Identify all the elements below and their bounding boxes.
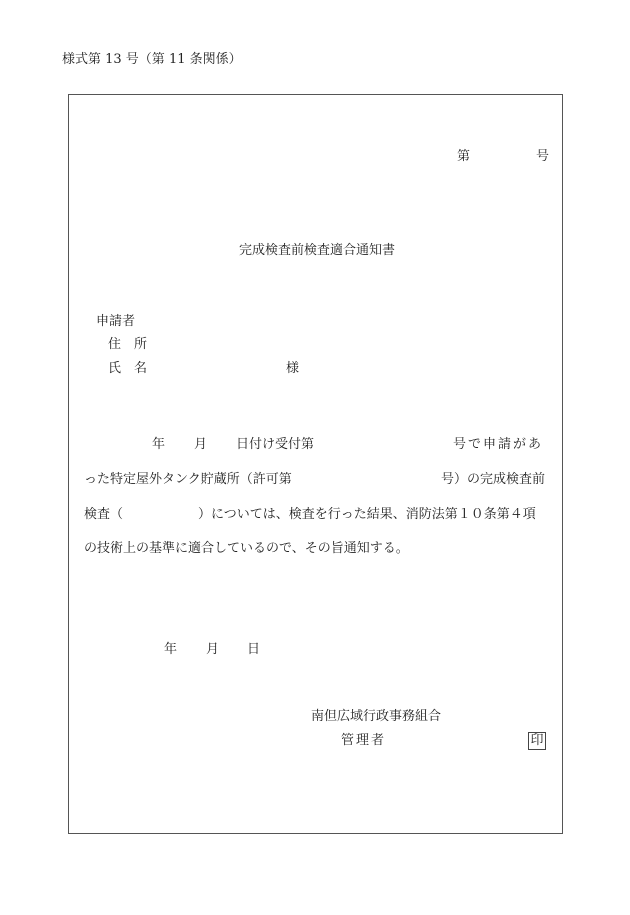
seal-mark: 印 [528, 732, 546, 750]
body-line1-year: 年 [152, 437, 166, 452]
document-title: 完成検査前検査適合通知書 [239, 243, 396, 258]
body-line1-tail: 号で申請があ [453, 437, 544, 452]
body-line1-month: 月 [194, 437, 208, 452]
date-year: 年 [164, 642, 178, 657]
applicant-heading: 申請者 [96, 314, 136, 329]
body-line4: の技術上の基準に適合しているので、その旨通知する。 [84, 541, 409, 556]
address-label: 住 所 [108, 337, 148, 352]
form-id: 様式第 13 号（第 11 条関係） [62, 52, 242, 67]
issuer-organization: 南但広域行政事務組合 [311, 709, 442, 724]
body-line2-tail: 号）の完成検査前 [441, 472, 546, 487]
date-month: 月 [206, 642, 220, 657]
body-line2-head: った特定屋外タンク貯蔵所（許可第 [84, 472, 292, 487]
honorific: 様 [286, 361, 300, 376]
name-label: 氏 名 [108, 361, 148, 376]
doc-number-suffix: 号 [536, 149, 550, 164]
body-line3-head: 検査（ [84, 507, 124, 522]
doc-number-prefix: 第 [457, 149, 471, 164]
body-line3-tail: ）については、検査を行った結果、消防法第１０条第４項 [198, 507, 536, 522]
date-day: 日 [247, 642, 261, 657]
issuer-title: 管理者 [341, 733, 387, 748]
body-line1-day-accept: 日付け受付第 [236, 437, 315, 452]
